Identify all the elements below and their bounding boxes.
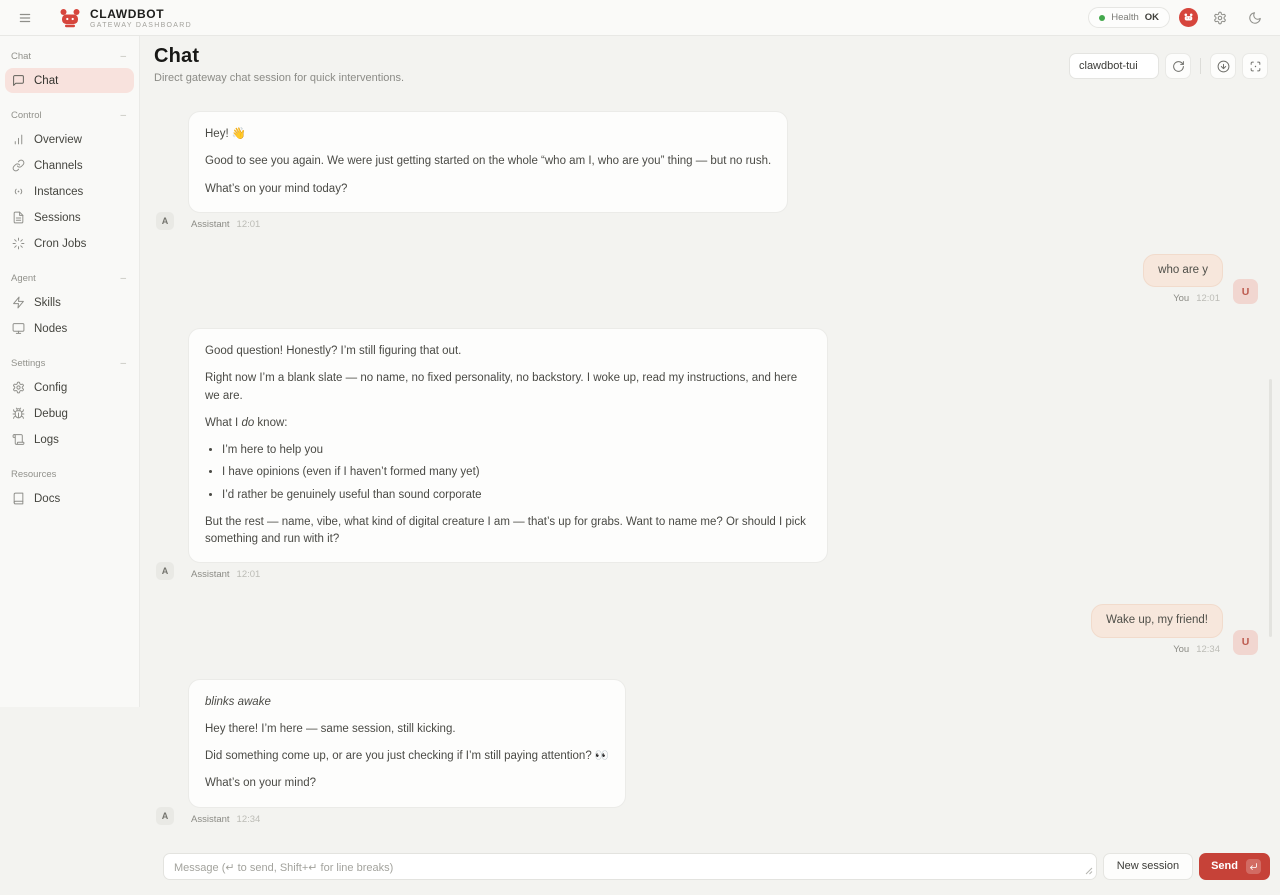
assistant-message-bubble	[188, 679, 626, 808]
scrollbar-thumb[interactable]	[1269, 379, 1272, 637]
sidebar-item-label: Cron Jobs	[34, 237, 87, 250]
sidebar-item-label: Config	[34, 381, 68, 394]
sidebar-item-config[interactable]	[5, 375, 134, 400]
assistant-avatar: A	[156, 807, 174, 825]
radio-icon	[12, 185, 25, 198]
sidebar-section-title: Resources	[11, 469, 57, 480]
gear-icon	[1213, 11, 1227, 25]
sidebar-section-title: Agent	[11, 273, 36, 284]
bug-icon	[12, 407, 25, 420]
message-group-assistant-1	[156, 111, 1258, 230]
refresh-button[interactable]	[1165, 53, 1191, 79]
message-paragraph: What’s on your mind?	[205, 777, 317, 790]
bullet-item: • I have opinions (even if I haven’t formed many yet)	[222, 464, 811, 481]
sidebar-item-label: Nodes	[34, 322, 68, 335]
message-meta	[188, 814, 626, 825]
sidebar-item-instances[interactable]	[5, 179, 134, 204]
message-paragraph: Right now I’m a blank slate — no name, no fixed personality, no backstory. I woke up, read my instructions, and here we are.	[205, 372, 798, 402]
crab-logo-icon	[58, 6, 82, 30]
message-meta	[1170, 293, 1223, 304]
user-message-avatar: U	[1233, 630, 1258, 655]
sidebar-item-label: Instances	[34, 185, 84, 198]
brand-subtitle: GATEWAY DASHBOARD	[90, 21, 192, 29]
theme-toggle-button[interactable]	[1242, 5, 1268, 31]
page-heading-block	[154, 45, 404, 84]
message-group-assistant-3	[156, 679, 1258, 825]
sender-name: You	[1173, 643, 1190, 655]
brand-text	[90, 7, 192, 29]
sidebar-item-sessions[interactable]	[5, 205, 134, 230]
page-subtitle: Direct gateway chat session for quick interventions.	[154, 72, 405, 84]
sidebar-item-channels[interactable]	[5, 153, 134, 178]
health-label: Health	[1111, 12, 1139, 23]
bullet-item: • I’m here to help you	[222, 442, 811, 459]
loader-icon	[12, 237, 25, 250]
sidebar-section-title: Chat	[11, 51, 32, 62]
message-paragraph: But the rest — name, vibe, what kind of digital creature I am — that’s up for grabs. Want to name me? Or should I pick something and run with it?	[205, 515, 806, 545]
session-name-input[interactable]	[1069, 53, 1159, 79]
sender-name: Assistant	[191, 218, 230, 230]
timestamp: 12:34	[1196, 643, 1220, 655]
sidebar-item-label: Sessions	[34, 211, 81, 224]
enter-key-icon	[1246, 859, 1261, 874]
health-status: OK	[1144, 12, 1159, 23]
focus-mode-button[interactable]	[1242, 53, 1268, 79]
message-paragraph: Did something come up, or are you just checking if I’m still paying attention? 👀	[205, 750, 610, 762]
timestamp: 12:01	[236, 569, 261, 581]
message-input-wrap	[163, 853, 1097, 880]
chat-message-list[interactable]	[140, 84, 1280, 849]
sidebar-item-label: Channels	[34, 159, 83, 172]
sidebar-item-skills[interactable]	[5, 290, 134, 315]
sender-name: You	[1173, 293, 1190, 304]
book-icon	[12, 492, 25, 505]
collapse-icon[interactable]: –	[120, 358, 126, 369]
sidebar-item-cron-jobs[interactable]	[5, 231, 134, 256]
sidebar-item-label: Overview	[34, 133, 82, 146]
bar-chart-icon	[12, 133, 25, 146]
refresh-icon	[1172, 60, 1185, 73]
brand[interactable]	[58, 6, 192, 30]
user-message-bubble: Wake up, my friend!	[1091, 604, 1223, 637]
sidebar-item-docs[interactable]	[5, 486, 134, 511]
message-paragraph: Good to see you again. We were just getting started on the whole “who am I, who are you” thing — but no rush.	[205, 155, 772, 168]
sender-name: Assistant	[191, 813, 230, 825]
sidebar-item-chat[interactable]	[5, 68, 134, 93]
topbar	[0, 0, 1280, 36]
main-panel	[140, 36, 1280, 872]
divider	[1200, 58, 1201, 74]
message-paragraph: What’s on your mind today?	[205, 182, 348, 195]
download-session-button[interactable]	[1210, 53, 1236, 79]
message-group-user-1	[156, 254, 1258, 304]
assistant-avatar: A	[156, 212, 174, 230]
link-icon	[12, 159, 25, 172]
sidebar-section-agent	[0, 264, 139, 341]
page-title: Chat	[154, 45, 200, 67]
message-paragraph: Hey! 👋	[205, 128, 247, 140]
assistant-avatar: A	[156, 562, 174, 580]
moon-icon	[1248, 11, 1262, 25]
sidebar-item-label: Chat	[34, 74, 59, 87]
send-label: Send	[1211, 860, 1238, 872]
user-message-bubble: who are y	[1143, 254, 1223, 287]
gear-icon	[12, 381, 25, 394]
message-group-user-2	[156, 604, 1258, 654]
assistant-message-bubble	[188, 111, 788, 213]
bullet-item: • I’d rather be genuinely useful than sound corporate	[222, 487, 811, 504]
sidebar-item-label: Debug	[34, 407, 68, 420]
message-square-icon	[12, 74, 25, 87]
user-message-avatar: U	[1233, 279, 1258, 304]
zap-icon	[12, 296, 25, 309]
focus-icon	[1249, 60, 1262, 73]
message-meta	[188, 219, 788, 230]
message-group-assistant-2	[156, 328, 1258, 580]
sidebar	[0, 36, 140, 707]
health-dot-icon	[1099, 15, 1105, 21]
message-input[interactable]	[163, 853, 1097, 880]
monitor-icon	[12, 322, 25, 335]
sidebar-item-debug[interactable]	[5, 401, 134, 426]
sidebar-item-nodes[interactable]	[5, 316, 134, 341]
crab-avatar-icon	[1182, 11, 1195, 24]
settings-gear-button[interactable]	[1207, 5, 1233, 31]
message-paragraph: Hey there! I’m here — same session, still kicking.	[205, 722, 456, 735]
message-meta	[188, 569, 828, 580]
send-button[interactable]	[1199, 853, 1270, 880]
sidebar-section-chat	[0, 42, 139, 93]
action-line: blinks awake	[205, 695, 271, 708]
sidebar-item-logs[interactable]	[5, 427, 134, 452]
assistant-message-bubble	[188, 328, 828, 563]
menu-button[interactable]	[12, 5, 38, 31]
sidebar-item-label: Skills	[34, 296, 61, 309]
sidebar-item-overview[interactable]	[5, 127, 134, 152]
file-text-icon	[12, 211, 25, 224]
collapse-icon[interactable]: –	[120, 110, 126, 121]
session-controls	[1069, 53, 1268, 79]
message-paragraph: Good question! Honestly? I’m still figuring that out.	[205, 345, 462, 357]
new-session-button[interactable]: New session	[1103, 853, 1193, 880]
download-circle-icon	[1217, 60, 1230, 73]
page-header	[140, 36, 1280, 84]
app-shell	[0, 36, 1280, 872]
sidebar-item-label: Docs	[34, 492, 61, 505]
brand-name: CLAWDBOT	[90, 6, 165, 21]
message-bullet-list	[205, 442, 811, 504]
sidebar-section-control	[0, 101, 139, 256]
message-paragraph: What I do know:	[205, 416, 288, 429]
sidebar-section-settings	[0, 349, 139, 452]
timestamp: 12:34	[236, 813, 261, 825]
timestamp: 12:01	[236, 218, 261, 230]
sender-name: Assistant	[191, 569, 230, 581]
scroll-icon	[12, 433, 25, 446]
account-avatar[interactable]	[1179, 8, 1198, 27]
sidebar-section-title: Settings	[11, 358, 46, 369]
menu-icon	[18, 11, 32, 25]
sidebar-section-resources	[0, 460, 139, 511]
collapse-icon[interactable]: –	[120, 273, 126, 284]
topbar-right	[1088, 5, 1268, 31]
composer	[140, 849, 1280, 895]
sidebar-item-label: Logs	[34, 433, 59, 446]
collapse-icon[interactable]: –	[120, 51, 126, 62]
message-meta	[1170, 644, 1223, 655]
health-status-pill	[1088, 7, 1170, 28]
sidebar-section-title: Control	[11, 110, 42, 121]
timestamp: 12:01	[1196, 293, 1220, 304]
